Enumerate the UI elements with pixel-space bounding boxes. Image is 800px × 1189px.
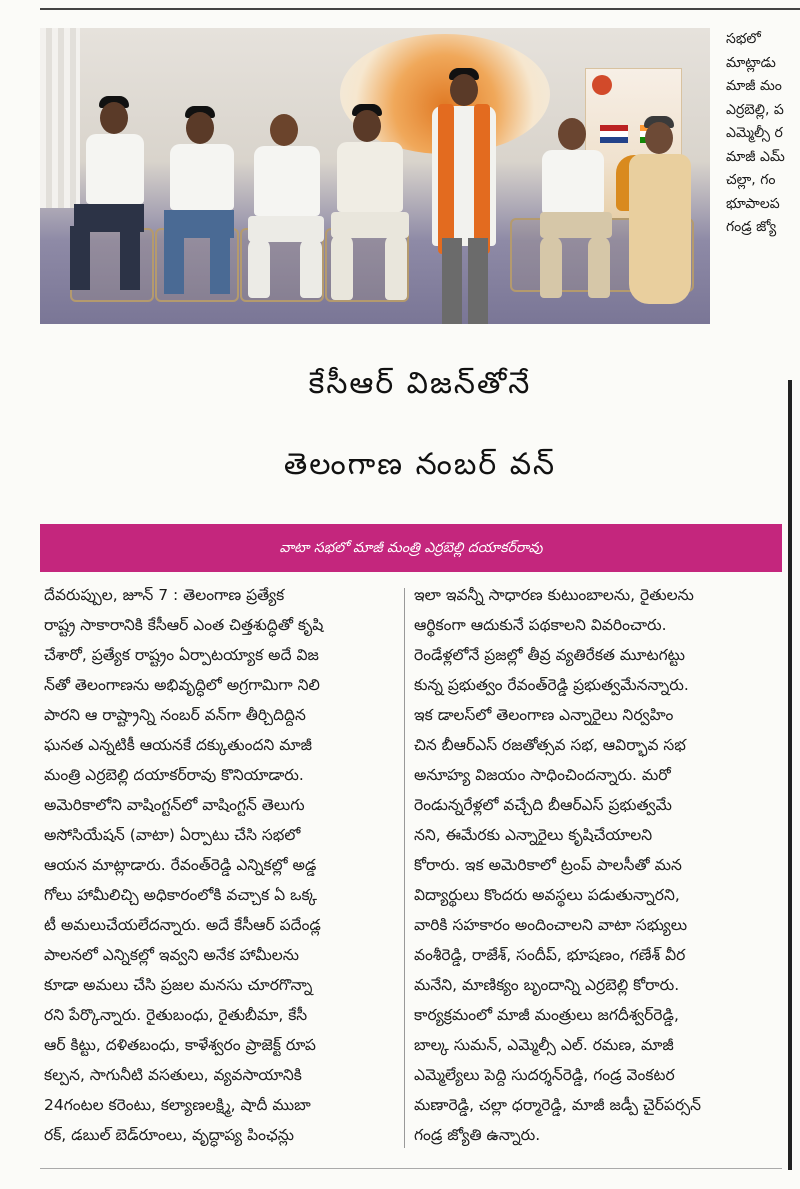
logo <box>592 75 612 95</box>
column-divider <box>404 588 405 1148</box>
article-line: రాష్ట్ర సాకారానికి కేసీఆర్ ఎంత చిత్తశుద్ధితో కృషి <box>44 616 324 634</box>
article-line: చిన బీఆర్‌ఎస్ రజతోత్సవ సభ, ఆవిర్భావ సభ <box>414 736 686 754</box>
article-line: ఇలా ఇవన్నీ సాధారణ కుటుంబాలను, రైతులను <box>414 586 694 604</box>
article-line: గండ్ర జ్యోతి ఉన్నారు. <box>414 1126 541 1144</box>
article-line: ఆర్థికంగా ఆదుకునే పథకాలని వివరించారు. <box>414 616 667 634</box>
article-line: ఆర్ కిట్టు, దళితబంధు, కాళేశ్వరం ప్రాజెక్ట్ రూప <box>44 1036 316 1054</box>
article-line: పారని ఆ రాష్ట్రాన్ని నంబర్ వన్‌గా తీర్చిదిద్దిన <box>44 706 306 724</box>
caption-line: గండ్ర జ్యో <box>726 219 777 235</box>
article-line: అనూహ్య విజయం సాధించిందన్నారు. మరో <box>414 766 671 784</box>
headline-line-1: కేసీఆర్ విజన్‌తోనే <box>308 366 532 401</box>
article-line: చేశారో, ప్రత్యేక రాష్ట్రం ఏర్పాటయ్యాక అదే విజ <box>44 646 319 664</box>
curtain <box>40 28 80 208</box>
article-line: టీ అమలుచేయలేదన్నారు. అదే కేసీఆర్ పదేండ్ల <box>44 916 321 934</box>
article-line: రెండున్నరేళ్లలో వచ్చేది బీఆర్‌ఎస్ ప్రభుత్వమే <box>414 796 672 814</box>
us-flag-icon <box>600 125 628 143</box>
article-line: ఘనత ఎన్నటికీ ఆయనకే దక్కుతుందని మాజీ <box>44 736 312 754</box>
article-line: మనేని, మాణిక్యం బృందాన్ని ఎర్రబెల్లి కోరారు. <box>414 976 680 994</box>
article-line: అమెరికాలోని వాషింగ్టన్‌లో వాషింగ్టన్ తెలుగు <box>44 796 305 814</box>
headline-line-2: తెలంగాణ నంబర్ వన్ <box>283 447 557 482</box>
subheadline: వాటా సభలో మాజీ మంత్రి ఎర్రబెల్లి దయాకర్‌రావు <box>40 524 782 572</box>
article-line: విద్యార్థులు కొందరు అవస్థలు పడుతున్నారని, <box>414 886 680 904</box>
article-line: రెండేళ్లలోనే ప్రజల్లో తీవ్ర వ్యతిరేకత మూటగట్టు <box>414 646 685 664</box>
article-line: ఇక డాలస్‌లో తెలంగాణ ఎన్నారైలు నిర్వహిం <box>414 706 674 724</box>
article-line: వారికి సహకారం అందించాలని వాటా సభ్యులు <box>414 916 688 934</box>
article-line: పాలనలో ఎన్నికల్లో ఇవ్వని అనేక హామీలను <box>44 946 299 964</box>
article-line: ఎమ్మెల్యేలు పెద్ది సుదర్శన్‌రెడ్డి, గండ్ర వెంకటర <box>414 1066 675 1084</box>
article-line: మణారెడ్డి, చల్లా ధర్మారెడ్డి, మాజీ జడ్పీ చైర్‌పర్సన్ <box>414 1096 702 1114</box>
article-line: కోరారు. ఇక అమెరికాలో ట్రంప్ పాలసీతో మన <box>414 856 682 874</box>
caption-line: మాజీ ఎమ్ <box>726 148 785 165</box>
bottom-rule <box>40 1168 782 1169</box>
article-line: కున్న ప్రభుత్వం రేవంత్‌రెడ్డి ప్రభుత్వమేనన్నారు. <box>414 676 689 694</box>
article-line: నని, ఈమేరకు ఎన్నారైలు కృషిచేయాలని <box>414 826 653 844</box>
article-line: కార్యక్రమంలో మాజీ మంత్రులు జగదీశ్వర్‌రెడ్డి, <box>414 1006 679 1024</box>
article-line: బాల్క సుమన్, ఎమ్మెల్సీ ఎల్. రమణ, మాజీ <box>414 1036 674 1054</box>
caption-line: మాట్లాడు <box>726 54 776 71</box>
caption-line: భూపాలప <box>726 195 780 212</box>
photo-caption <box>720 28 800 324</box>
article-line: న్‌తో తెలంగాణను అభివృద్ధిలో అగ్రగామిగా నిలి <box>44 676 320 694</box>
article-line: మంత్రి ఎర్రబెల్లి దయాకర్‌రావు కొనియాడారు. <box>44 766 304 784</box>
article-line: రక్, డబుల్ బెడ్‌రూంలు, వృద్ధాప్య పింఛన్లు <box>44 1126 294 1144</box>
article-line: రని పేర్కొన్నారు. రైతుబంధు, రైతుబీమా, కేసీ <box>44 1006 308 1024</box>
article-line: కల్పన, సాగునీటి వసతులు, వ్యవసాయానికి <box>44 1066 302 1084</box>
article-column-left <box>44 580 396 1150</box>
article-line: కూడా అమలు చేసి ప్రజల మనసు చూరగొన్నా <box>44 976 313 994</box>
article-line: 24గంటల కరెంటు, కల్యాణలక్ష్మి, షాదీ ముబా <box>44 1096 311 1114</box>
top-rule <box>40 8 800 10</box>
article-line: ఆయన మాట్లాడారు. రేవంత్‌రెడ్డి ఎన్నికల్లో అడ్డ <box>44 856 317 874</box>
caption-line: ఎర్రబెల్లి, ప <box>726 101 784 118</box>
article-line: అసోసియేషన్ (వాటా) ఏర్పాటు చేసి సభలో <box>44 826 301 844</box>
article-column-right <box>414 580 768 1150</box>
article-line: దేవరుప్పుల, జూన్ 7 : తెలంగాణ ప్రత్యేక <box>44 586 285 604</box>
caption-line: మాజీ మం <box>726 78 782 94</box>
article-line: వంశీరెడ్డి, రాజేశ్, సందీప్, భూషణం, గణేశ్ వీర <box>414 946 686 964</box>
caption-line: ఎమ్మెల్సీ ర <box>726 125 783 141</box>
caption-line: సభలో <box>726 31 761 47</box>
news-photo <box>40 28 710 324</box>
article-line: గోలు హామీలిచ్చి అధికారంలోకి వచ్చాక ఏ ఒక్క <box>44 886 318 904</box>
caption-line: చల్లా, గం <box>726 172 776 188</box>
